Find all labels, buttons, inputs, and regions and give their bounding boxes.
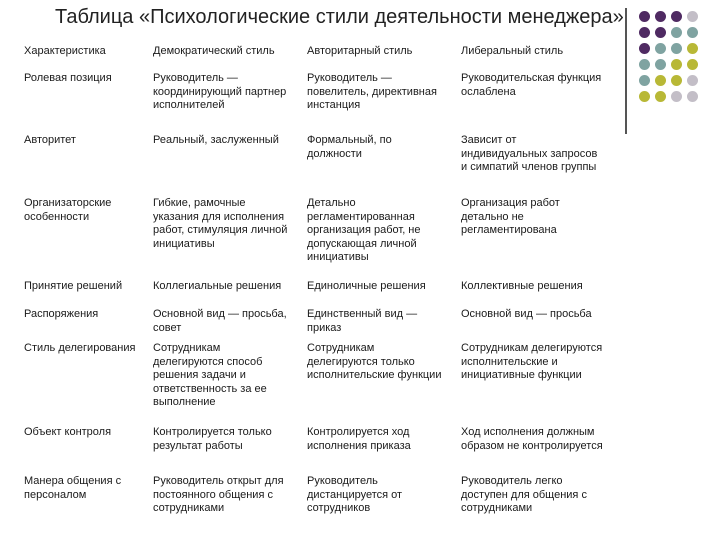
cell-authoritarian: Единоличные решения xyxy=(307,280,426,292)
header-characteristic: Характеристика xyxy=(24,45,106,57)
cell-liberal: Ход исполнения должным образом не контролируется xyxy=(461,426,603,452)
cell-democratic: Сотрудникам делегируются способ решения задачи и ответственность за ее выполнение xyxy=(153,342,267,408)
cell-authoritarian: Единственный вид — приказ xyxy=(307,308,418,334)
cell-liberal: Сотрудникам делегируются исполнительские и инициативные функции xyxy=(461,342,603,381)
row-label: Стиль делегирования xyxy=(24,342,136,354)
cell-liberal: Руководительская функция ослаблена xyxy=(461,72,602,98)
cell-democratic: Руководитель открыт для постоянного общения с сотрудниками xyxy=(153,475,284,514)
cell-democratic: Реальный, заслуженный xyxy=(153,134,279,146)
row-label: Объект контроля xyxy=(24,426,112,438)
cell-authoritarian: Формальный, по должности xyxy=(307,134,392,160)
row-label: Распоряжения xyxy=(24,308,99,320)
cell-democratic: Руководитель — координирующий партнер исполнителей xyxy=(153,72,287,111)
cell-liberal: Руководитель легко доступен для общения с сотрудниками xyxy=(461,475,587,514)
cell-liberal: Коллективные решения xyxy=(461,280,583,292)
cell-authoritarian: Контролируется ход исполнения приказа xyxy=(307,426,411,452)
header-democratic: Демократический стиль xyxy=(153,45,275,57)
cell-liberal: Основной вид — просьба xyxy=(461,308,592,320)
cell-liberal: Зависит от индивидуальных запросов и симпатий членов группы xyxy=(461,134,598,173)
row-label: Манера общения с персоналом xyxy=(24,475,122,501)
cell-democratic: Коллегиальные решения xyxy=(153,280,282,292)
cell-democratic: Основной вид — просьба, совет xyxy=(153,308,287,334)
cell-authoritarian: Руководитель — повелитель, директивная инстанция xyxy=(307,72,437,111)
cell-authoritarian: Руководитель дистанцируется от сотрудников xyxy=(307,475,403,514)
row-label: Ролевая позиция xyxy=(24,72,112,84)
cell-democratic: Гибкие, рамочные указания для исполнения работ, стимуляция личной инициативы xyxy=(153,197,288,250)
cell-authoritarian: Детально регламентированная организация работ, не допускающая личной инициативы xyxy=(307,197,421,263)
cell-authoritarian: Сотрудникам делегируются только исполнительские функции xyxy=(307,342,442,381)
page-title: Таблица «Психологические стили деятельности менеджера» xyxy=(55,6,624,28)
row-label: Организаторские особенности xyxy=(24,197,112,223)
row-label: Принятие решений xyxy=(24,280,123,292)
cell-liberal: Организация работ детально не регламентирована xyxy=(461,197,560,236)
cell-democratic: Контролируется только результат работы xyxy=(153,426,272,452)
header-liberal: Либеральный стиль xyxy=(461,45,564,57)
row-label: Авторитет xyxy=(24,134,76,146)
header-authoritarian: Авторитарный стиль xyxy=(307,45,413,57)
